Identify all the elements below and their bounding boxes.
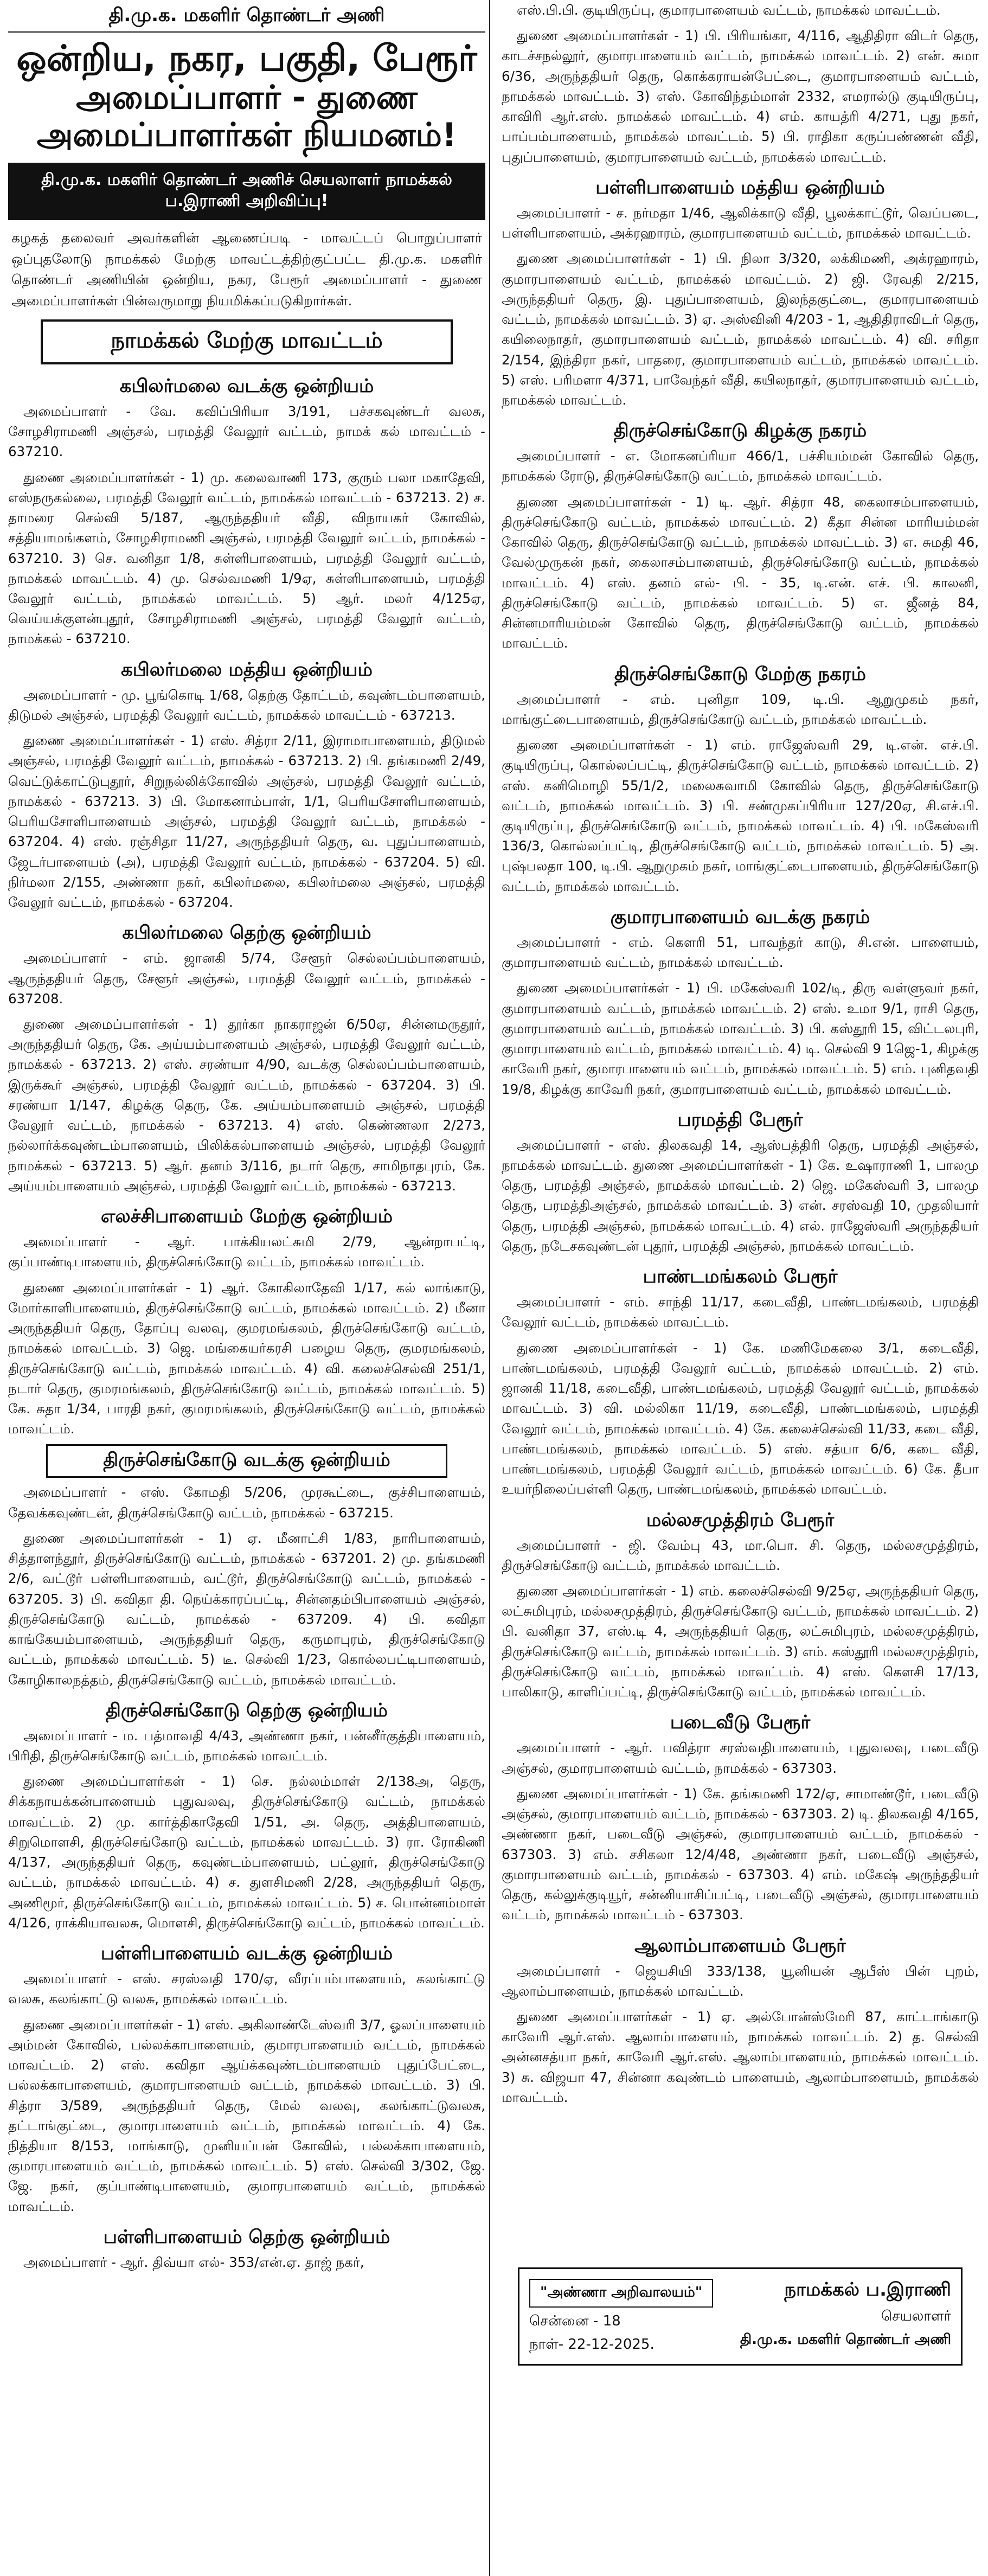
organizer-entry: அமைப்பாளர் - வே. கவிப்பிரியா 3/191, பச்சகவுண்டர் வலசு, சோழசிராமணி அஞ்சல், பரமத்தி வேலூர் வட்டம், நாமக் கல் மாவட்டம் - 637210. xyxy=(8,403,485,460)
union-section xyxy=(502,1505,979,1702)
section-title: கபிலர்மலை தெற்கு ஒன்றியம் xyxy=(122,922,371,944)
organizer-entry: அமைப்பாளர் - எ. மோகனப்ரியா 466/1, பச்சியம்மன் கோவில் தெரு, நாமக்கல் ரோடு, திருச்செங்கோடு வட்டம், நாமக்கல் மாவட்டம். xyxy=(502,448,979,484)
deputy-organizers-entry: துணை அமைப்பாளர்கள் - 1) எம். ராஜேஸ்வரி 29, டி.என். எச்.பி. குடியிருப்பு, கொல்லப்பட்டி, திருச்செங்கோடு வட்டம், நாமக்கல் மாவட்டம். 2) எஸ். கனிமொழி 55/1/2, மலைசுவாமி கோவில் தெரு, திருச்செங்கோடு வட்டம், நாமக்கல் மாவட்டம். 3) பி. சண்முகப்பிரியா 127/20ஏ, சி.எச்.பி. குடியிருப்பு, திருச்செங்கோடு வட்டம், நாமக்கல் மாவட்டம். 4) பி. மகேஸ்வரி 136/3, கொல்லப்பட்டி, திருச்செங்கோடு வட்டம், நாமக்கல் மாவட்டம். 5) அ. புஷ்பலதா 100, டி.பி. ஆறுமுகம் நகர், மாங்குட்டைபாளையம், திருச்செங்கோடு வட்டம், நாமக்கல் மாவட்டம். xyxy=(502,737,979,894)
union-section xyxy=(8,1938,485,2216)
organizer-entry: அமைப்பாளர் - எம். புனிதா 109, டி.பி. ஆறுமுகம் நகர், மாங்குட்டைபாளையம், திருச்செங்கோடு வட்டம், நாமக்கல் மாவட்டம். xyxy=(502,691,979,727)
organizer-entry: அமைப்பாளர் - எஸ். கோமதி 5/206, முரகூட்டை, குச்சிபாளையம், தேவக்கவுண்டன், திருச்செங்கோடு வட்டம், நாமக்கல் - 637215. xyxy=(8,1484,485,1521)
signatory-wing: தி.மு.க. மகளிர் தொண்டர் அணி xyxy=(740,2331,951,2348)
union-section xyxy=(502,1931,979,2108)
signatory-name: நாமக்கல் ப.இராணி xyxy=(784,2279,951,2301)
organizer-entry: அமைப்பாளர் - ஆர். திவ்யா எல்- 353/என்.ஏ. தாஜ் நகர், xyxy=(23,2254,364,2270)
union-section xyxy=(8,918,485,1196)
deputy-organizers-entry: துணை அமைப்பாளர்கள் - 1) பி. பிரியங்கா, 4/116, ஆதிதிரா விடர் தெரு, காடச்சநல்லூர், குமாரபாளையம் வட்டம், நாமக்கல் மாவட்டம். 2) என். சுமா 6/36, அருந்ததியர் தெரு, கொக்கராயன்பேட்டை, குமாரபாளையம் வட்டம், நாமக்கல் மாவட்டம். 3) எஸ். கோவிந்தம்மாள் 2332, எமரால்டு குடியிருப்பு, காவிரி ஆர்.எஸ். நாமக்கல் மாவட்டம். 4) எம். காயத்ரி 4/271, புது நகர், பாப்பம்பாளையம், நாமக்கல் மாவட்டம். 5) பி. ராதிகா கருப்பண்ணன் வீதி, புதுப்பாளையம், குமாரபாளையம் வட்டம், நாமக்கல் மாவட்டம். xyxy=(502,28,979,165)
office-logo: "அண்ணா அறிவாலயம்" xyxy=(529,2279,713,2308)
headline-line-1: ஒன்றிய, நகர, பகுதி, பேரூர் xyxy=(16,37,477,79)
deputy-organizers-entry: துணை அமைப்பாளர்கள் - 1) எம். கலைச்செல்வி 9/25ஏ, அருந்ததியர் தெரு, லட்சுமிபுரம், மல்லசமுத்திரம், திருச்செங்கோடு வட்டம், நாமக்கல் மாவட்டம். 2) பி. வனிதா 37, எஸ்.டி 4, அருந்ததியர் தெரு, லட்சுமிபுரம், மல்லசமுத்திரம், திருச்செங்கோடு வட்டம், நாமக்கல் மாவட்டம். 3) எம். கஸ்தூரி மல்லசமுத்திரம், திருச்செங்கோடு வட்டம், நாமக்கல் மாவட்டம். 4) எஸ். கௌசி 17/13, பாலிகாடு, காளிப்பட்டி, திருச்செங்கோடு வட்டம், நாமக்கல் மாவட்டம். xyxy=(502,1583,979,1700)
section-title: பரமத்தி பேரூர் xyxy=(677,1108,803,1131)
organizer-entry: அமைப்பாளர் - எம். கௌரி 51, பாவந்தர் காடு, சி.என். பாளையம், குமாரபாளையம் வட்டம், நாமக்கல் மாவட்டம். xyxy=(502,934,979,971)
union-section xyxy=(8,1444,485,1689)
section-title: திருச்செங்கோடு தெற்கு ஒன்றியம் xyxy=(106,1699,388,1721)
deputy-organizers-entry: துணை அமைப்பாளர்கள் - 1) கே. தங்கமணி 172/ஏ, சாமாண்டூர், படைவீடு அஞ்சல், குமாரபாளையம் வட்டம், நாமக்கல் - 637303. 2) டி. திலகவதி 4/165, அண்ணா நகர், படைவீடு அஞ்சல், குமாரபாளையம் வட்டம், நாமக்கல் - 637303. 3) எம். சசிகலா 12/4/48, அண்ணா நகர், படைவீடு அஞ்சல், குமாரபாளையம் வட்டம், நாமக்கல் - 637303. 4) எம். மகேஷ் அருந்ததியர் தெரு, கல்லுக்குடியூர், சன்னியாசிப்பட்டி, படைவீடு அஞ்சல், குமாரபாளையம் வட்டம், நாமக்கல் மாவட்டம் - 637303. xyxy=(502,1785,979,1923)
headline-line-2: அமைப்பாளர் - துணை அமைப்பாளர்கள் நியமனம்! xyxy=(36,78,457,154)
organizer-entry: அமைப்பாளர் - ச. நர்மதா 1/46, ஆலிக்காடு வீதி, பூலக்காட்டூர், வெப்படை, பள்ளிபாளையம், அக்ரஹாரம், குமாரபாளையம் வட்டம், நாமக்கல் மாவட்டம். xyxy=(502,204,979,241)
deputy-organizers-entry: துணை அமைப்பாளர்கள் - 1) மு. கலைவாணி 173, குரும் பலா மகாதேவி, எஸ்நருகல்லை, பரமத்தி வேலூர் வட்டம், நாமக்கல் மாவட்டம் - 637213. 2) ச. தாமரை செல்வி 5/187, ஆருந்ததியர் வீதி, விநாயகர் கோவில், சத்தியாமங்களம், சோழசிராமணி அஞ்சல், பரமத்தி வேலூர் வட்டம், நாமக்கல் - 637210. 3) செ. வனிதா 1/8, சுள்ளிபாளையம், பரமத்தி வேலூர் வட்டம், நாமக்கல் மாவட்டம். 4) மு. செல்வமணி 1/9ஏ, சுள்ளிபாளையம், பரமத்தி வேலூர் வட்டம், நாமக்கல் மாவட்டம். 5) ஆர். மலர் 4/125ஏ, வெய்யக்குளன்புதூர், சோழசிராமணி அஞ்சல், பரமத்தி வேலூர் வட்டம், நாமக்கல் - 637210. xyxy=(8,469,485,647)
deputy-organizers-entry: துணை அமைப்பாளர்கள் - 1) செ. நல்லம்மாள் 2/138அ, தெரு, சிக்கநாயக்கன்பாளையம் புதுவலவு, திருச்செங்கோடு வட்டம், நாமக்கல் மாவட்டம். 2) மு. கார்த்திகாதேவி 1/51, அ. தெரு, அத்திபாளையம், சிறுமொளசி, திருச்செங்கோடு வட்டம், நாமக்கல் மாவட்டம். 3) ரா. ரோகிணி 4/137, அருந்ததியர் தெரு, கவுண்டம்பாளையம், பட்லூர், திருச்செங்கோடு வட்டம், நாமக்கல் மாவட்டம். 4) ச. துளசிமணி 2/28, அருந்ததியர் தெரு, அணிமூர், திருச்செங்கோடு வட்டம், நாமக்கல் மாவட்டம். 5) ச. பொன்னம்மாள் 4/126, ராக்கியாவலசு, மொளசி, திருச்செங்கோடு வட்டம், நாமக்கல் மாவட்டம். xyxy=(8,1773,485,1931)
organizer-entry: அமைப்பாளர் - எம். சாந்தி 11/17, கடைவீதி, பாண்டமங்கலம், பரமத்தி வேலூர் வட்டம், நாமக்கல் மாவட்டம். xyxy=(502,1294,979,1330)
section-title: படைவீடு பேரூர் xyxy=(670,1712,811,1734)
section-title: பாண்டமங்கலம் பேரூர் xyxy=(643,1266,838,1288)
footer-right xyxy=(740,2279,951,2349)
section-title: கபிலர்மலை வடக்கு ஒன்றியம் xyxy=(119,375,374,397)
section-title: எலச்சிபாளையம் மேற்கு ஒன்றியம் xyxy=(100,1206,393,1228)
deputy-organizers-entry: துணை அமைப்பாளர்கள் - 1) தூர்கா நாகராஜன் 6/50ஏ, சின்னமருதூர், அருந்ததியர் தெரு, கே. அய்யம்பாளையம் அஞ்சல், பரமத்தி வேலூர் வட்டம், நாமக்கல் - 637213. 2) எஸ். சரண்யா 4/90, வடக்கு செல்லப்பம்பாளையம், இருக்கூர் அஞ்சல், பரமத்தி வேலூர் வட்டம், நாமக்கல் - 637204. 3) பி. சரண்யா 1/147, கிழக்கு தெரு, கே. அய்யம்பாளையம் அஞ்சல், பரமத்தி வேலூர் வட்டம், நாமக்கல் - 637213. 4) எஸ். கெண்ணலா 2/273, நல்லார்க்கவுண்டம்பாளையம், பிலிக்கல்பாளையம் அஞ்சல், பரமத்தி வேலூர் நாமக்கல் - 637213. 5) ஆர். தனம் 3/116, நடார் தெரு, சாமிநாதபுரம், கே. அய்யம்பாளையம் அஞ்சல், பரமத்தி வேலூர் வட்டம், நாமக்கல் - 637213. xyxy=(8,1016,485,1194)
right-column xyxy=(502,0,979,2576)
union-section xyxy=(502,0,979,167)
footer-place: சென்னை - 18 xyxy=(529,2313,621,2329)
district-title: நாமக்கல் மேற்கு மாவட்டம் xyxy=(41,319,453,364)
deputy-organizers-entry: துணை அமைப்பாளர்கள் - 1) ஏ. அல்போன்ஸ்மேரி 87, காட்டாங்காடு காவேரி ஆர்.எஸ். ஆலாம்பாளையம், நாமக்கல் மாவட்டம். 2) த. செல்வி அன்னசத்யா நகர், காவேரி ஆர்.எஸ். ஆலாம்பாளையம், நாமக்கல் மாவட்டம். 3) சு. விஜயா 47, சின்னா கவுண்டம் பாளையம், ஆலாம்பாளையம், நாமக்கல் மாவட்டம். xyxy=(502,2008,979,2105)
union-section xyxy=(502,902,979,1099)
deputy-organizers-entry: துணை அமைப்பாளர்கள் - 1) ஏ. மீனாட்சி 1/83, நாரிபாளையம், சித்தாளந்தூர், திருச்செங்கோடு வட்டம், நாமக்கல் - 637201. 2) மு. தங்கமணி 2/6, வட்டூர் பள்ளிபாளையம், வட்டூர், திருச்செங்கோடு வட்டம், நாமக்கல் - 637205. 3) பி. கவிதா தி. நெய்க்காரப்பட்டி, சின்னதம்பிபாளையம் அஞ்சல், திருச்செங்கோடு வட்டம், நாமக்கல் - 637209. 4) பி. கவிதா காங்கேயம்பாளையம், அருந்ததியர் தெரு, கருமாபுரம், திருச்செங்கோடு வட்டம், நாமக்கல் மாவட்டம். 5) டீ. செல்வி 1/23, கொல்லபட்டிபாளையம், கோழிகாலநத்தம், திருச்செங்கோடு வட்டம், நாமக்கல் மாவட்டம். xyxy=(8,1530,485,1688)
signatory-role: செயலாளர் xyxy=(881,2308,951,2324)
organizer-entry: அமைப்பாளர் - எஸ். சரஸ்வதி 170/ஏ, வீரப்பம்பாளையம், கலங்காட்டு வலசு, கலங்காட்டு வலசு, நாமக்கல் மாவட்டம். xyxy=(8,1971,485,2007)
organizer-entry: அமைப்பாளர் - எம். ஜானகி 5/74, சேளூர் செல்லப்பம்பாளையம், ஆருந்ததியர் தெரு, சேளூர் அஞ்சல், பரமத்தி வேலூர் வட்டம், நாமக்கல் - 637208. xyxy=(8,950,485,1007)
left-column xyxy=(8,0,485,2576)
deputy-organizers-entry: துணை அமைப்பாளர்கள் - 1) டி. ஆர். சித்ரா 48, கைலாசம்பாளையம், திருச்செங்கோடு வட்டம், நாமக்கல் மாவட்டம். 2) கீதா சின்ன மாரியம்மன் கோவில் தெரு, திருச்செங்கோடு வட்டம், நாமக்கல் மாவட்டம். 3) எ. சுமதி 46, வேல்முருகன் நகர், கைலாசம்பாளையம், திருச்செங்கோடு வட்டம், நாமக்கல் மாவட்டம். 4) எஸ். தனம் எல்- பி. - 35, டி.என். எச். பி. காலனி, திருச்செங்கோடு வட்டம், நாமக்கல் மாவட்டம். 5) எ. ஜீனத் 84, சின்னமாரியம்மன் கோவில் தெரு, திருச்செங்கோடு வட்டம், நாமக்கல் மாவட்டம். xyxy=(502,494,979,651)
right-sections xyxy=(502,0,979,2107)
deputy-organizers-entry: துணை அமைப்பாளர்கள் - 1) எஸ். சித்ரா 2/11, இராமாபாளையம், திடுமல் அஞ்சல், பரமத்தி வேலூர் வட்டம், நாமக்கல் - 637213. 2) பி. தங்கமணி 2/49, வெட்டுக்காட்டுபுதூர், சிறுநல்லிக்கோவில் அஞ்சல், பரமத்தி வேலூர் வட்டம், நாமக்கல் - 637213. 3) பி. மோகனாம்பாள், 1/1, பெரியசோளிபாளையம், பெரியசோளிபாளையம் அஞ்சல், பரமத்தி வேலூர் வட்டம், நாமக்கல் - 637204. 4) எஸ். ரஞ்சிதா 11/27, அருந்ததியர் தெரு, வ. புதுப்பாளையம், ஜேடர்பாளையம் (அ), பரமத்தி வேலூர் வட்டம், நாமக்கல் - 637204. 5) வி. நிர்மலா 2/155, அண்ணா நகர், கபிலர்மலை, கபிலர்மலை அஞ்சல், பரமத்தி வேலூர் வட்டம், நாமக்கல் - 637204. xyxy=(8,733,485,911)
section-title: பள்ளிபாளையம் வடக்கு ஒன்றியம் xyxy=(100,1943,393,1965)
section-title: பள்ளிபாளையம் மத்திய ஒன்றியம் xyxy=(595,176,885,198)
organizer-entry: அமைப்பாளர் - ஜெயசியி 333/138, யூனியன் ஆபீஸ் பின் புறம், ஆலாம்பாளையம், நாமக்கல் மாவட்டம். xyxy=(502,1963,979,1999)
footer-left xyxy=(529,2279,713,2354)
section-title: குமாரபாளையம் வடக்கு நகரம் xyxy=(610,906,870,928)
section-title: பள்ளிபாளையம் தெற்கு ஒன்றியம் xyxy=(103,2226,390,2248)
organizer-entry: அமைப்பாளர் - மு. பூங்கொடி 1/68, தெற்கு தோட்டம், கவுண்டம்பாளையம், திடுமல் அஞ்சல், பரமத்தி வேலூர் வட்டம், நாமக்கல் மாவட்டம் - 637213. xyxy=(8,687,485,723)
section-title: கபிலர்மலை மத்திய ஒன்றியம் xyxy=(121,658,373,681)
deputy-organizers-entry: துணை அமைப்பாளர்கள் - 1) ஆர். கோகிலாதேவி 1/17, கல் லாங்காடு, மோர்காளிபாளையம், திருச்செங்கோடு வட்டம், நாமக்கல் மாவட்டம். 2) மீனா அருந்ததியர் தெரு, தோப்பு வலவு, குமரமங்கலம், திருச்செங்கோடு வட்டம், நாமக்கல் மாவட்டம். 3) ஜெ. மங்கையர்கரசி பழைய தெரு, குமரமங்கலம், திருச்செங்கோடு வட்டம், நாமக்கல் மாவட்டம். 4) வி. கலைச்செல்வி 251/1, நடார் தெரு, குமரமங்கலம், திருச்செங்கோடு வட்டம், நாமக்கல் மாவட்டம். 5) கே. சுதா 1/34, பாரதி நகர், குமரமங்கலம், திருச்செங்கோடு வட்டம், நாமக்கல் மாவட்டம். xyxy=(8,1279,485,1437)
section-title: திருச்செங்கோடு மேற்கு நகரம் xyxy=(614,663,867,685)
headline xyxy=(8,33,485,159)
organizer-entry: அமைப்பாளர் - ஜி. வேம்பு 43, மா.பொ. சி. தெரு, மல்லசமுத்திரம், திருச்செங்கோடு வட்டம், நாமக்கல் மாவட்டம். xyxy=(502,1537,979,1573)
union-section xyxy=(502,1707,979,1925)
organizer-entry: அமைப்பாளர் - ஆர். பவித்ரா சரஸ்வதிபாளையம், புதுவலவு, படைவீடு அஞ்சல், குமாரபாளையம் வட்டம், நாமக்கல் - 637303. xyxy=(502,1740,979,1776)
announcement-banner: தி.மு.க. மகளிர் தொண்டர் அணிச் செயலாளர் நாமக்கல் ப.இராணி அறிவிப்பு! xyxy=(8,163,485,220)
footer-date: நாள்- 22-12-2025. xyxy=(529,2336,655,2353)
section-title: ஆலாம்பாளையம் பேரூர் xyxy=(634,1934,846,1957)
organizer-entry: அமைப்பாளர் - எஸ். திலகவதி 14, ஆஸ்பத்திரி தெரு, பரமத்தி அஞ்சல், நாமக்கல் மாவட்டம். துணை அமைப்பாளர்கள் - 1) கே. உஷாராணி 1, பாலமு தெரு, பரமத்தி அஞ்சல், நாமக்கல் மாவட்டம். 2) ஜெ. மகேஸ்வரி 3, பாலமு தெரு, பரமத்திஅஞ்சல், நாமக்கல் மாவட்டம். 3) என். சரஸ்வதி 10, முதலியார் தெரு, பரமத்தி அஞ்சல், நாமக்கல் மாவட்டம். 4) எல். ராஜேஸ்வரி அருந்ததியர் தெரு, நடேசகவுண்டன் புதூர், பரமத்தி அஞ்சல், நாமக்கல் மாவட்டம். xyxy=(502,1137,979,1254)
intro-paragraph: கழகத் தலைவர் அவர்களின் ஆணைப்படி - மாவட்டப் பொறுப்பாளர் ஒப்புதலோடு நாமக்கல் மேற்கு மாவட்டத்திற்குட்பட்ட தி.மு.க. மகளிர் தொண்டர் அணியின் ஒன்றிய, நகர, பேரூர் அமைப்பாளர் - துணை அமைப்பாளர்கள் பின்வருமாறு நியமிக்கப்படுகிறார்கள். xyxy=(11,229,482,309)
signature-box xyxy=(518,2267,963,2366)
org-name: தி.மு.க. மகளிர் தொண்டர் அணி xyxy=(8,0,485,33)
union-section xyxy=(8,1695,485,1933)
deputy-organizers-entry: துணை அமைப்பாளர்கள் - 1) கே. மணிமேகலை 3/1, கடைவீதி, பாண்டமங்கலம், பரமத்தி வேலூர் வட்டம், நாமக்கல் மாவட்டம். 2) எம். ஜானகி 11/18, கடைவீதி, பாண்டமங்கலம், பரமத்தி வேலூர் வட்டம், நாமக்கல் மாவட்டம். 3) வி. மல்லிகா 11/19, கடைவீதி, பாண்டமங்கலம், பரமத்தி வேலூர் வட்டம், நாமக்கல் மாவட்டம். 4) கே. கலைச்செல்வி 11/33, கடை வீதி, பாண்டமங்கலம், நாமக்கல் மாவட்டம். 5) எஸ். சத்யா 6/6, கடை வீதி, பாண்டமங்கலம், பரமத்தி வேலூர் வட்டம், நாமக்கல் மாவட்டம். 6) கே. தீபா உயர்நிலைப்பள்ளி தெரு, பாண்டமங்கலம், நாமக்கல் மாவட்டம். xyxy=(502,1340,979,1497)
left-sections xyxy=(8,371,485,2272)
deputy-organizers-entry: துணை அமைப்பாளர்கள் - 1) பி. மகேஸ்வரி 102/டி, திரு வள்ளுவர் நகர், குமாரபாளையம் வட்டம், நாமக்கல் மாவட்டம். 2) எஸ். உமா 9/1, ராசி தெரு, குமாரபாளையம் வட்டம், நாமக்கல் மாவட்டம். 3) பி. கஸ்தூரி 15, விட்டலபுரி, குமாரபாளையம் வட்டம், நாமக்கல் மாவட்டம். 4) டி. செல்வி 9 1ஜெ-1, கிழக்கு காவேரி நகர், குமாரபாளையம் வட்டம், நாமக்கல் மாவட்டம். 5) எம். புனிதவதி 19/8, கிழக்கு காவேரி நகர், குமாரபாளையம் வட்டம், நாமக்கல் மாவட்டம். xyxy=(502,980,979,1097)
section-title: திருச்செங்கோடு கிழக்கு நகரம் xyxy=(613,420,867,442)
section-title: திருச்செங்கோடு வடக்கு ஒன்றியம் xyxy=(46,1444,447,1478)
section-title: மல்லசமுத்திரம் பேரூர் xyxy=(646,1509,835,1531)
union-section xyxy=(8,2222,485,2272)
union-section xyxy=(8,655,485,913)
union-section xyxy=(502,415,979,653)
organizer-entry: அமைப்பாளர் - ம. பத்மாவதி 4/43, அண்ணா நகர், பன்னீர்குத்திபாளையம், பிரிதி, திருச்செங்கோடு வட்டம், நாமக்கல் மாவட்டம். xyxy=(8,1727,485,1764)
column-divider xyxy=(489,0,490,2576)
organizer-entry: எஸ்.பி.பி. குடியிருப்பு, குமாரபாளையம் வட்டம், நாமக்கல் மாவட்டம். xyxy=(517,2,941,18)
union-section xyxy=(502,172,979,410)
union-section xyxy=(8,371,485,649)
union-section xyxy=(502,1105,979,1256)
union-section xyxy=(8,1201,485,1439)
organizer-entry: அமைப்பாளர் - ஆர். பாக்கியலட்சுமி 2/79, ஆன்றாபட்டி, குப்பாண்டிபாளையம், திருச்செங்கோடு வட்டம், நாமக்கல் மாவட்டம். xyxy=(8,1234,485,1270)
union-section xyxy=(502,1261,979,1499)
footer xyxy=(502,2264,979,2573)
union-section xyxy=(502,659,979,896)
deputy-organizers-entry: துணை அமைப்பாளர்கள் - 1) எஸ். அகிலாண்டேஸ்வரி 3/7, ஓலப்பாளையம் அம்மன் கோவில், பல்லக்காபாளையம், குமாரபாளையம் வட்டம், நாமக்கல் மாவட்டம். 2) எஸ். கவிதா ஆய்க்கவுண்டம்பாளையம் புதுப்பேட்டை, பல்லக்காபாளையம், குமாரபாளையம் வட்டம், நாமக்கல் மாவட்டம். 3) பி. சித்ரா 3/589, அருந்ததியர் தெரு, மேல் வலவு, கலங்காட்டுவலசு, தட்டாங்குட்டை, குமாரபாளையம் வட்டம், நாமக்கல் மாவட்டம். 4) கே. நித்தியா 8/153, மாங்காடு, முனியப்பன் கோவில், பல்லக்காபாளையம், குமாரபாளையம் வட்டம், நாமக்கல் மாவட்டம். 5) எஸ். செல்வி 3/302, ஜே. ஜே. நகர், குப்பாண்டிபாளையம், குமாரபாளையம் வட்டம், நாமக்கல் மாவட்டம். xyxy=(8,2016,485,2214)
deputy-organizers-entry: துணை அமைப்பாளர்கள் - 1) பி. நிலா 3/320, லக்கிமணி, அக்ரஹாரம், குமாரபாளையம் வட்டம், நாமக்கல் மாவட்டம். 2) ஜி. ரேவதி 2/215, அருந்ததியர் தெரு, இ. புதுப்பாளையம், இலந்தகுட்டை, குமாரபாளையம் வட்டம், நாமக்கல் மாவட்டம். 3) ஏ. அஸ்வினி 4/203 - 1, ஆதிதிராவிடர் தெரு, கயிலைநாதர், குமாரபாளையம் வட்டம், நாமக்கல் மாவட்டம். 4) வி. சரிதா 2/154, இந்திரா நகர், பாதரை, குமாரபாளையம் வட்டம், நாமக்கல் மாவட்டம். 5) எஸ். பரிமளா 4/371, பாவேந்தர் வீதி, கயிலநாதர், குமாரபாளையம் வட்டம், நாமக்கல் மாவட்டம். xyxy=(502,251,979,408)
